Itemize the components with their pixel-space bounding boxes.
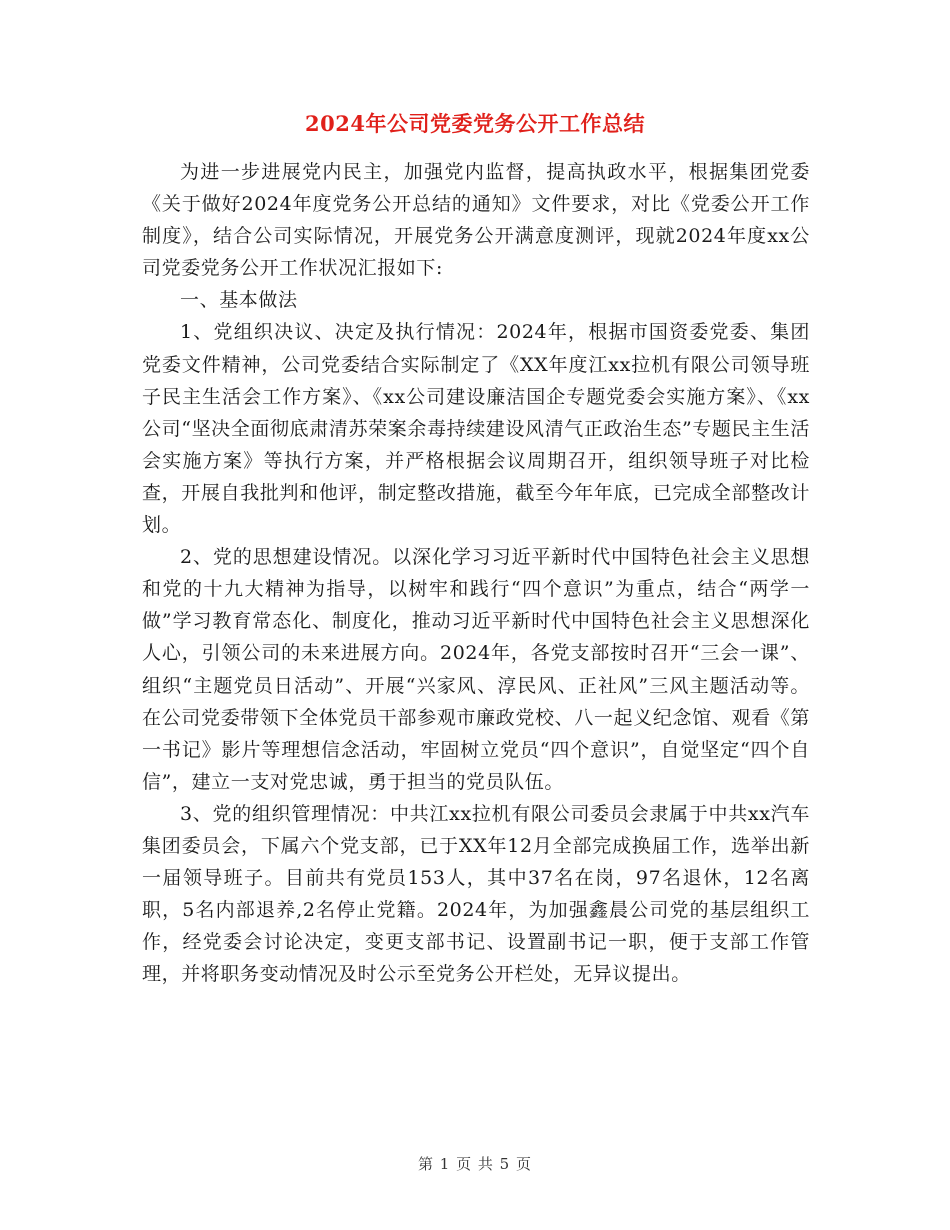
paragraph-resolutions: 1、党组织决议、决定及执行情况：2024年，根据市国资委党委、集团党委文件精神，公司党委结合实际制定了《XX年度江xx拉机有限公司领导班子民主生活会工作方案》、《xx公司建设廉洁国企专题党委会实施方案》、《xx公司“坚决全面彻底肃清苏荣案余毒持续建设风清气正政治生态”专题民主生活会实施方案》等执行方案，并严格根据会议周期召开，组织领导班子对比检查，开展自我批判和他评，制定整改措施，截至今年年底，已完成全部整改计划。	[142, 321, 810, 537]
paragraph-intro: 为进一步进展党内民主，加强党内监督，提高执政水平，根据集团党委《关于做好2024年度党务公开总结的通知》文件要求，对比《党委公开工作制度》，结合公司实际情况，开展党务公开满意度测评，现就2024年度xx公司党委党务公开工作状况汇报如下:	[142, 161, 810, 280]
section-heading-basic-practices: 一、基本做法	[180, 289, 298, 312]
document-title: 2024年公司党委党务公开工作总结	[305, 111, 645, 136]
document-body	[142, 156, 810, 990]
paragraph-organization-management: 3、党的组织管理情况：中共江xx拉机有限公司委员会隶属于中共xx汽车集团委员会，下属六个党支部，已于XX年12月全部完成换届工作，选举出新一届领导班子。目前共有党员153人，其中37名在岗，97名退休，12名离职，5名内部退养,2名停止党籍。2024年，为加强鑫晨公司党的基层组织工作，经党委会讨论决定，变更支部书记、设置副书记一职，便于支部工作管理，并将职务变动情况及时公示至党务公开栏处，无异议提出。	[142, 802, 810, 986]
page-number-footer: 第 1 页 共 5 页	[418, 1155, 532, 1173]
paragraph-ideological-building: 2、党的思想建设情况。以深化学习习近平新时代中国特色社会主义思想和党的十九大精神为指导，以树牢和践行“四个意识”为重点，结合“两学一做”学习教育常态化、制度化，推动习近平新时代中国特色社会主义思想深化人心，引领公司的未来进展方向。2024年，各党支部按时召开“三会一课”、组织“主题党员日活动”、开展“兴家风、淳民风、正社风”三风主题活动等。 在公司党委带领下全体党员干部参观市廉政党校、八一起义纪念馆、观看《第一书记》影片等理想信念活动，牢固树立党员“四个意识”，自觉坚定“四个自信”，建立一支对党忠诚，勇于担当的党员队伍。	[142, 546, 810, 793]
